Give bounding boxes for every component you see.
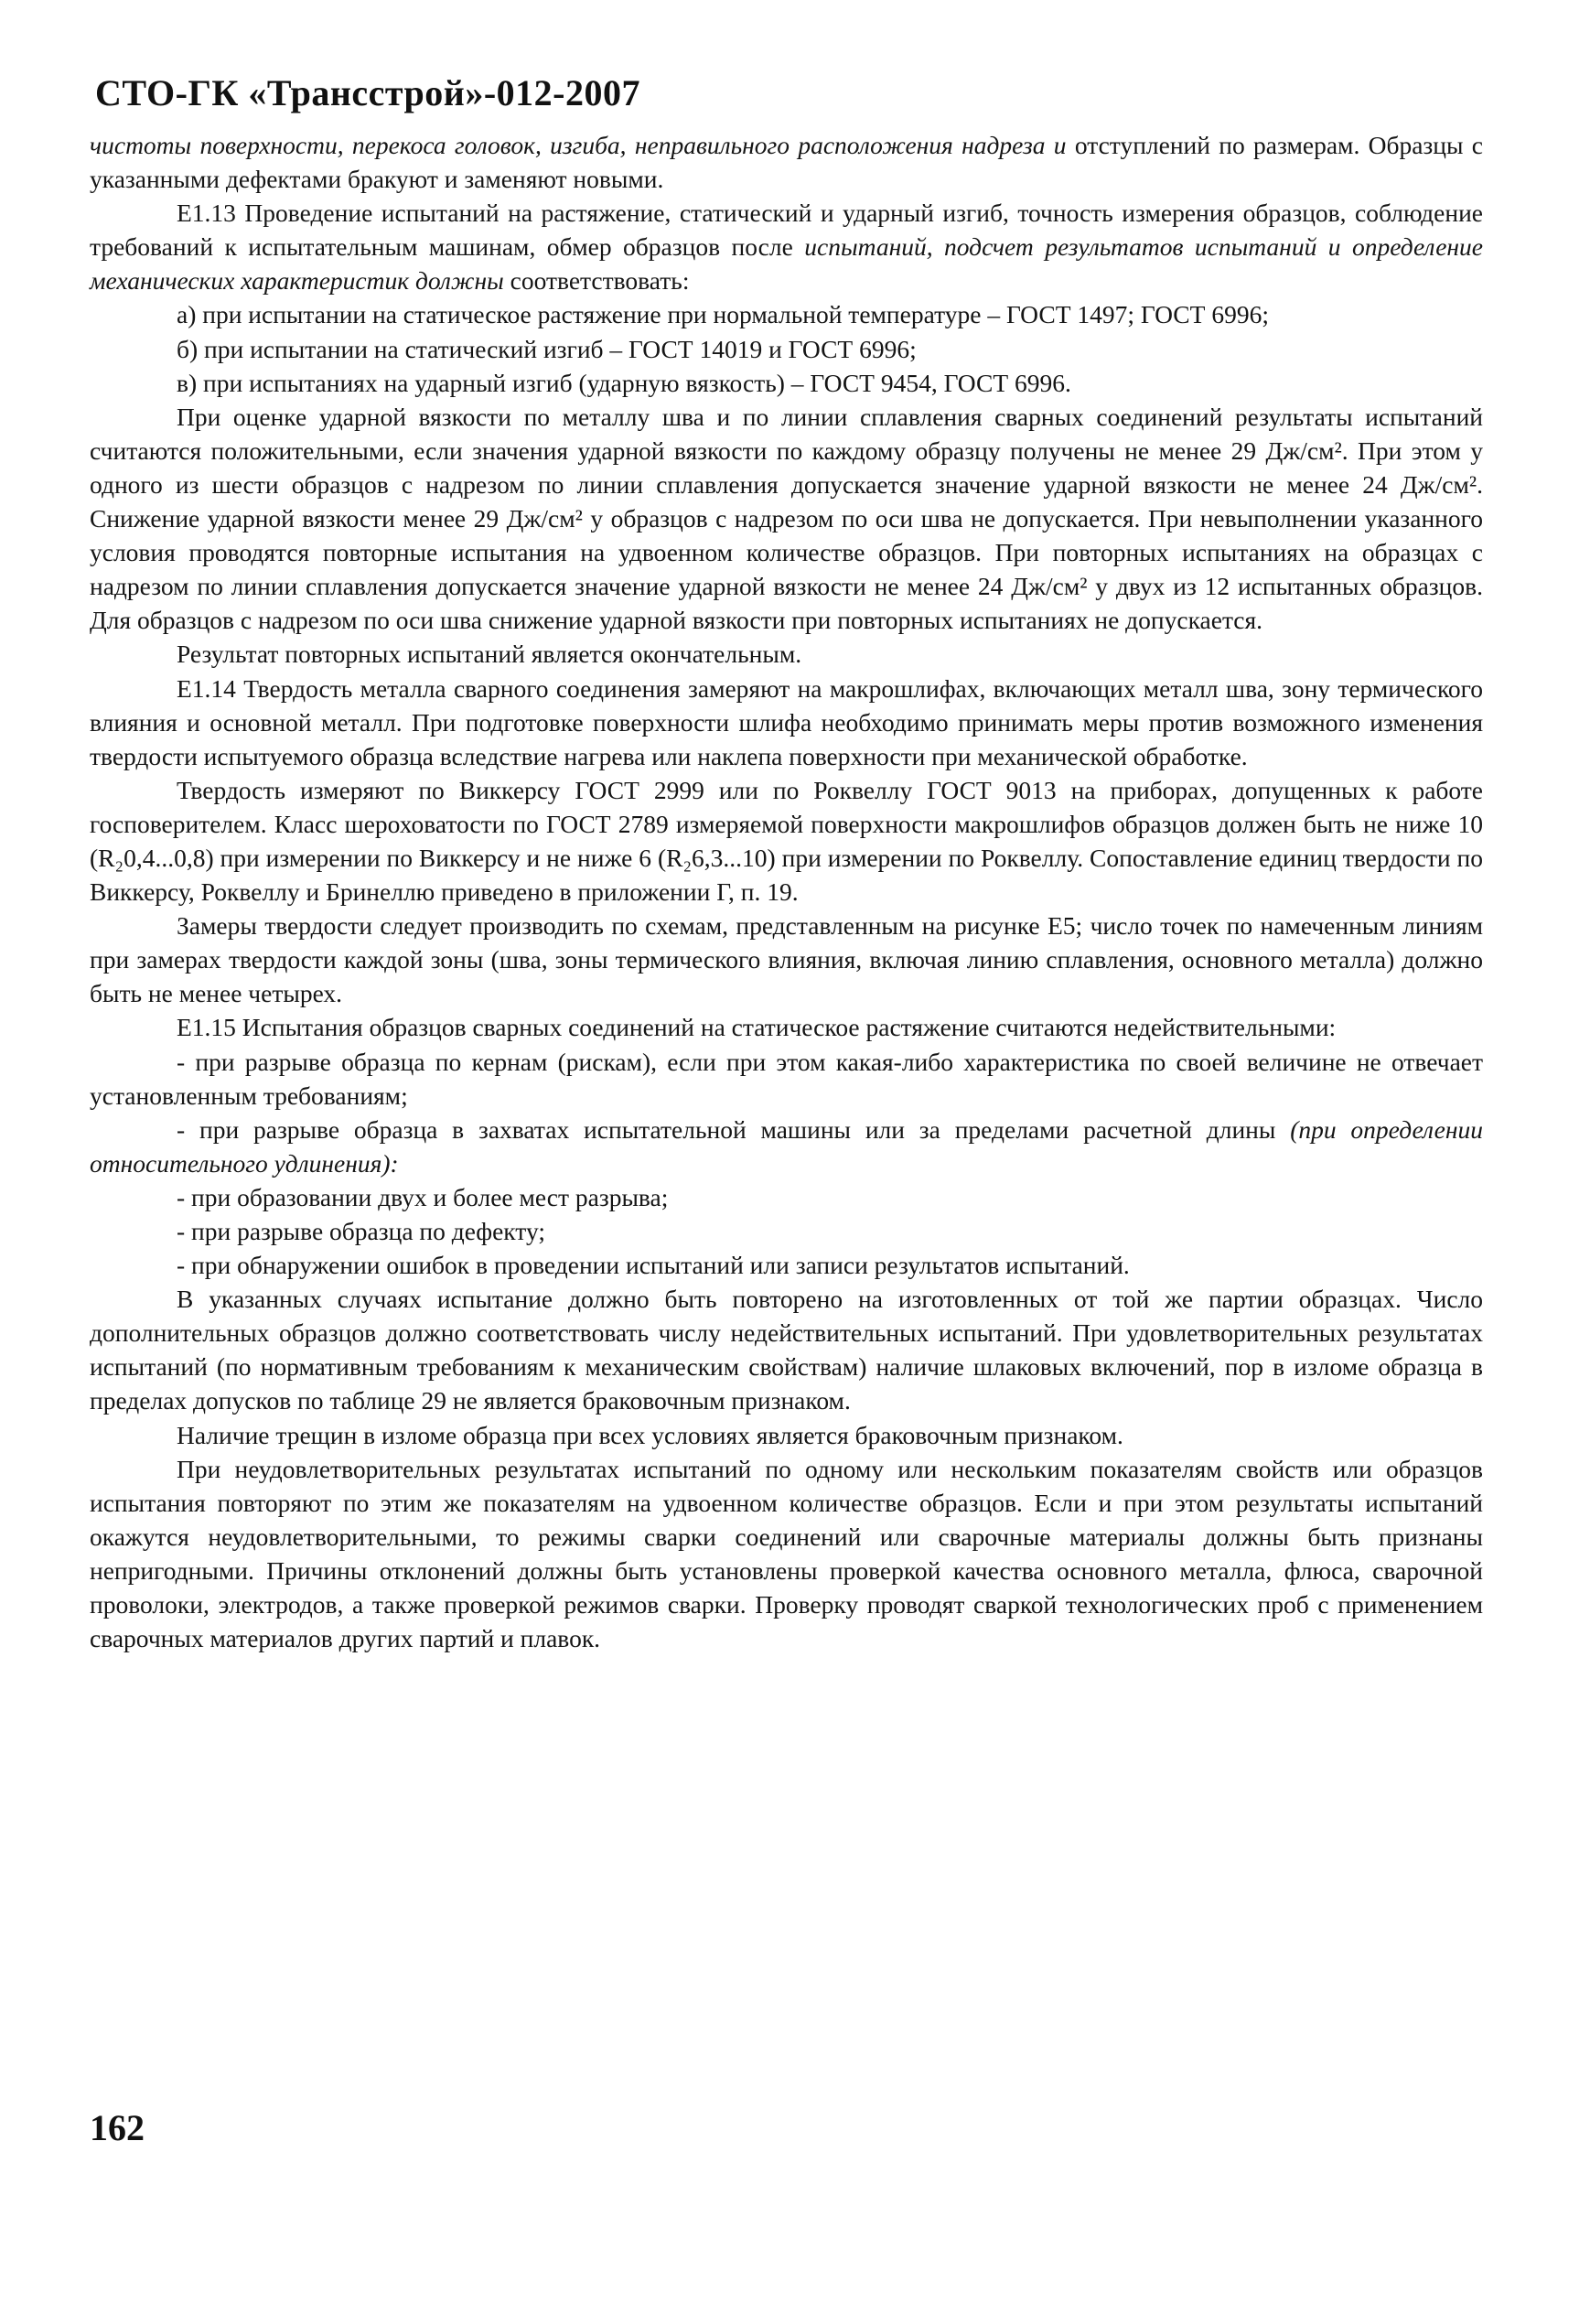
paragraph-rest: соответствовать: xyxy=(510,266,690,296)
paragraph-text: Е1.13 Проведение испытаний на растяжение, статический и ударный изгиб, точность измерения образцов, соблюдение требований к испытательным машинам, обмер образцов после xyxy=(90,199,1483,262)
paragraph-impact-toughness: При оценке ударной вязкости по металлу шва и по линии сплавления сварных соединений результаты испытаний считаются положительными, если значения ударной вязкости по каждому образцу получены не менее 29 Дж/см². При этом у одного из шести образцов с надрезом по линии сплавления допускается значение ударной вязкости не менее 24 Дж/см². Снижение ударной вязкости менее 29 Дж/см² у образцов с надрезом по оси шва не допускается. При невыполнении указанного условия проводятся повторные испытания на удвоенном количестве образцов. При повторных испытаниях на образцах с надрезом по линии сплавления допускается значение ударной вязкости не менее 24 Дж/см² у двух из 12 испытанных образцов. Для образцов с надрезом по оси шва снижение ударной вязкости при повторных испытаниях не допускается. xyxy=(90,402,1483,635)
paragraph-italic-tail: (при определении относительного удлинения): xyxy=(90,1114,1483,1178)
paragraph-unsatisfactory: При неудовлетворительных результатах испытаний по одному или нескольким показателям свойств или образцов испытания повторяют по этим же показателям на удвоенном количестве образцов. Если и при этом результаты испытаний окажутся неудовлетворительными, то режимы сварки соединений или сварочные материалы должны быть признаны непригодными. Причины отклонений должны быть установлены проверкой качества основного металла, флюса, сварочной проволоки, электродов, а также проверкой режимов сварки. Проверку проводят сваркой технологических проб с применением сварочных материалов других партий и плавок. xyxy=(90,1454,1483,1653)
paragraph-hardness: Твердость измеряют по Виккерсу ГОСТ 2999 или по Роквеллу ГОСТ 9013 на приборах, допущенных к работе госповерителем. Класс шероховатости по ГОСТ 2789 измеряемой поверхности макрошлифов образцов должен быть не ниже 10 (R₂0,4...0,8) при измерении по Виккерсу и не ниже 6 (R₂6,3...10) при измерении по Роквеллу. Сопоставление единиц твердости по Виккерсу, Роквеллу и Бринеллю приведено в приложении Г, п. 19. xyxy=(90,775,1483,907)
list-item-dash xyxy=(90,1113,1483,1180)
paragraph-cracks: Наличие трещин в изломе образца при всех условиях является браковочным признаком. xyxy=(177,1420,1123,1449)
list-item-b: б) при испытании на статический изгиб – ГОСТ 14019 и ГОСТ 6996; xyxy=(177,334,917,363)
paragraph-italic-tail: испытаний, подсчет результатов испытаний и определение механических характеристик должны xyxy=(90,232,1484,296)
paragraph-final-result: Результат повторных испытаний является окончательным. xyxy=(177,640,802,669)
list-item-dash: - при обнаружении ошибок в проведении испытаний или записи результатов испытаний. xyxy=(177,1251,1130,1280)
list-item-dash: - при образовании двух и более мест разрыва; xyxy=(177,1182,669,1211)
list-item-dash: - при разрыве образца по дефекту; xyxy=(177,1217,545,1245)
list-item-a: а) при испытании на статическое растяжение при нормальной температуре – ГОСТ 1497; ГОСТ 6996; xyxy=(177,300,1269,329)
paragraph-repeat-tests: В указанных случаях испытание должно быть повторено на изготовленных от той же партии образцах. Число дополнительных образцов должно соответствовать числу недействительных испытаний. При удовлетворительных результатах испытаний (по нормативным требованиям к механическим свойствам) наличие шлаковых включений, пор в изломе образца в пределах допусков по таблице 29 не является браковочным признаком. xyxy=(90,1285,1483,1415)
list-item-v: в) при испытаниях на ударный изгиб (ударную вязкость) – ГОСТ 9454, ГОСТ 6996. xyxy=(177,368,1071,397)
paragraph-e1-15: Е1.15 Испытания образцов сварных соединений на статическое растяжение считаются недействительными: xyxy=(177,1013,1337,1042)
paragraph-text: - при разрыве образца в захватах испытательной машины или за пределами расчетной длины xyxy=(177,1114,1276,1144)
paragraph-defects xyxy=(90,128,1483,196)
list-item-dash: - при разрыве образца по кернам (рискам), если при этом какая-либо характеристика по своей величине не отвечает установленным требованиям; xyxy=(90,1047,1483,1110)
page-number: 162 xyxy=(90,2107,145,2148)
paragraph-hardness-schemes: Замеры твердости следует производить по схемам, представленным на рисунке Е5; число точек по намеченным линиям при замерах твердости каждой зоны (шва, зоны термического влияния, включая линию сплавления, основного металла) должно быть не менее четырех. xyxy=(90,911,1483,1008)
paragraph-lead-italic: чистоты поверхности, перекоса головок, изгиба, неправильного расположения надреза и xyxy=(90,131,1067,159)
paragraph-text: отступлений по размерам. Образцы с указанными дефектами бракуют и заменяют новыми. xyxy=(90,131,1483,194)
body-text xyxy=(90,128,1483,1655)
document-header: СТО-ГК «Трансстрой»-012-2007 xyxy=(95,72,640,113)
paragraph-e1-14: Е1.14 Твердость металла сварного соединения замеряют на макрошлифах, включающих металл шва, зону термического влияния и основной металл. При подготовке поверхности шлифа необходимо принимать меры против возможного изменения твердости испытуемого образца вследствие нагрева или наклепа поверхности при механической обработке. xyxy=(90,673,1483,770)
paragraph-e1-13 xyxy=(90,196,1483,297)
